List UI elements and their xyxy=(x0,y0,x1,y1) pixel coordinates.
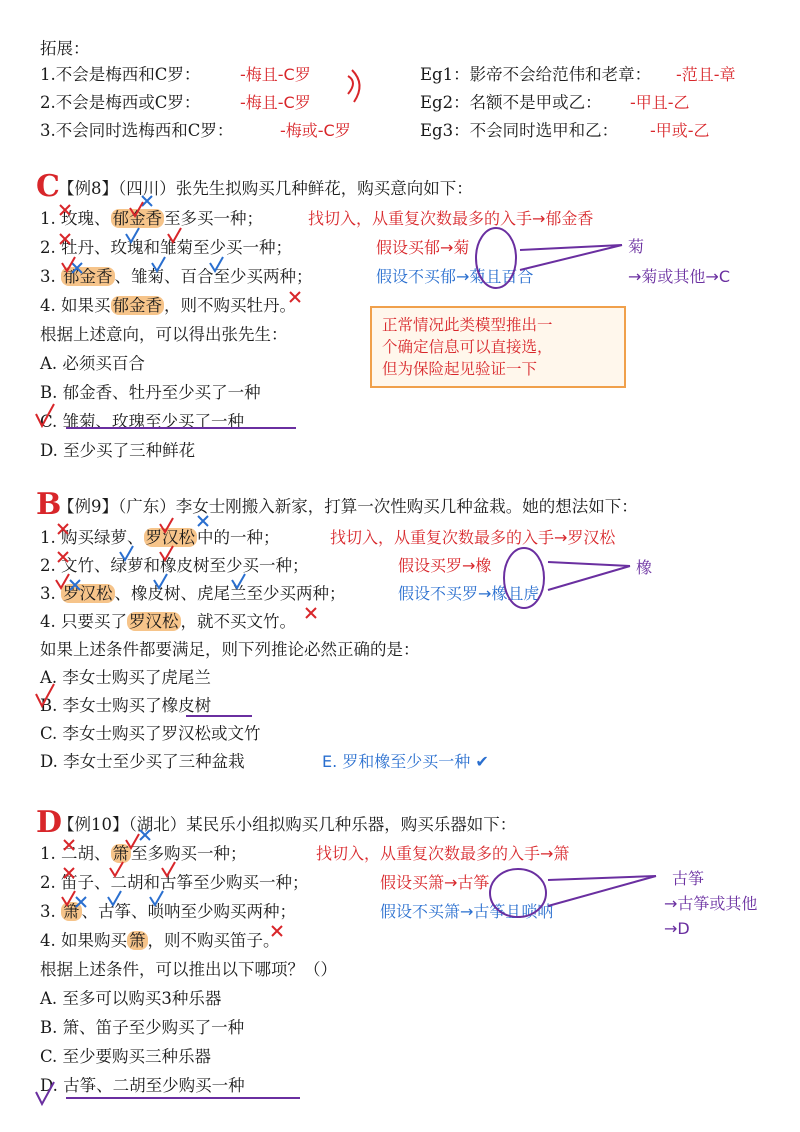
ex8-heading: 【例8】（四川）张先生拟购买几种鲜花，购买意向如下： xyxy=(58,179,473,198)
rule-2-note: -梅且-C罗 xyxy=(240,93,311,112)
ex10-option-a: A. 至多可以购买3种乐器 xyxy=(40,989,222,1008)
ex8-question: 根据上述意向，可以得出张先生： xyxy=(40,325,288,344)
ex10-condition-4: 4. 如果购买 箫 ，则不购买笛子。 xyxy=(40,931,280,950)
ex10-option-b: B. 箫、笛子至少购买了一种 xyxy=(40,1018,245,1037)
ex8-note-assume-buy: 假设买郁→菊 xyxy=(376,238,470,257)
eg-3: Eg3：不会同时选甲和乙： xyxy=(420,121,619,140)
ex10-question: 根据上述条件，可以推出以下哪项？（） xyxy=(40,960,337,979)
ex9-condition-3: 3. 罗汉松 、橡皮树、虎尾兰至少买两种； xyxy=(40,584,346,603)
ex9-option-c: C. 李女士购买了罗汉松或文竹 xyxy=(40,724,261,743)
ex8-condition-3: 3. 郁金香 、雏菊、百合至少买两种； xyxy=(40,267,313,286)
ex9-option-b: B. 李女士购买了橡皮树 xyxy=(40,696,212,715)
ex10-note-result: 古筝 xyxy=(672,869,705,888)
ex9-note-assume-buy: 假设买罗→橡 xyxy=(398,556,492,575)
ex9-question: 如果上述条件都要满足，则下列推论必然正确的是： xyxy=(40,640,420,659)
eg-3-note: -甲或-乙 xyxy=(650,121,710,140)
eg-1-note: -范且-章 xyxy=(676,65,736,84)
ex8-note-entry: 找切入，从重复次数最多的入手→郁金香 xyxy=(308,209,594,228)
ex10-heading: 【例10】（湖北）某民乐小组拟购买几种乐器，购买乐器如下： xyxy=(58,815,517,834)
rule-1-note: -梅且-C罗 xyxy=(240,65,311,84)
ex10-note-answer: →D xyxy=(664,919,690,938)
rule-1: 1.不会是梅西和C罗： xyxy=(40,65,201,84)
rule-2: 2.不会是梅西或C罗： xyxy=(40,93,201,112)
ex9-note-extra-option: E. 罗和橡至少买一种 ✔ xyxy=(322,752,489,771)
ex10-answer-letter: D xyxy=(36,805,63,840)
ex10-note-entry: 找切入，从重复次数最多的入手→箫 xyxy=(316,844,570,863)
ex9-option-a: A. 李女士购买了虎尾兰 xyxy=(40,668,211,687)
ex9-note-assume-not-buy: 假设不买罗→橡且虎 xyxy=(398,584,540,603)
extension-title: 拓展： xyxy=(40,39,90,58)
ex10-note-assume-not-buy: 假设不买箫→古筝且唢呐 xyxy=(380,902,554,921)
ex10-note-assume-buy: 假设买箫→古筝 xyxy=(380,873,490,892)
ex10-option-c: C. 至少要购买三种乐器 xyxy=(40,1047,212,1066)
ex9-option-d: D. 李女士至少买了三种盆栽 xyxy=(40,752,245,771)
ex10-condition-2: 2. 笛子、二胡和古筝至少购买一种； xyxy=(40,873,309,892)
ex8-condition-2: 2. 牡丹、玫瑰和雏菊至少买一种； xyxy=(40,238,292,257)
eg-2: Eg2：名额不是甲或乙： xyxy=(420,93,602,112)
eg-2-note: -甲且-乙 xyxy=(630,93,690,112)
ex8-condition-4: 4. 如果买 郁金香 ，则不购买牡丹。 xyxy=(40,296,296,315)
ex8-note-result: 菊 xyxy=(628,237,645,256)
ex8-answer-letter: C xyxy=(36,169,60,204)
ex10-condition-3: 3. 箫 、古筝、唢呐至少购买两种； xyxy=(40,902,296,921)
ex9-heading: 【例9】（广东）李女士刚搬入新家，打算一次性购买几种盆栽。她的想法如下： xyxy=(58,497,638,516)
ex8-option-a: A. 必须买百合 xyxy=(40,354,145,373)
ex10-blue-marks xyxy=(76,830,163,907)
ex8-option-c: C. 雏菊、玫瑰至少买了一种 xyxy=(40,412,245,431)
red-brace-mark xyxy=(348,70,360,102)
ex10-note-conclusion: →古筝或其他 xyxy=(664,894,758,913)
ex9-condition-4: 4. 只要买了 罗汉松 ，就不买文竹。 xyxy=(40,612,296,631)
ex9-condition-2: 2. 文竹、绿萝和橡皮树至少买一种； xyxy=(40,556,309,575)
ex10-option-d: D. 古筝、二胡至少购买一种 xyxy=(40,1076,245,1095)
ex8-option-d: D. 至少买了三种鲜花 xyxy=(40,441,196,460)
ex9-condition-1: 1. 购买绿萝、 罗汉松 中的一种； xyxy=(40,528,280,547)
ex8-note-box: 正常情况此类模型推出一 个确定信息可以直接选， 但为保险起见验证一下 xyxy=(370,306,626,388)
ex9-note-result: 橡 xyxy=(636,558,653,577)
eg-1: Eg1：影帝不会给范伟和老章： xyxy=(420,65,652,84)
ex10-condition-1: 1. 二胡、 箫 至多购买一种； xyxy=(40,844,247,863)
ex8-condition-1: 1. 玫瑰、 郁金香 至多买一种； xyxy=(40,209,263,228)
ex9-note-entry: 找切入，从重复次数最多的入手→罗汉松 xyxy=(330,528,616,547)
ex8-note-conclusion: →菊或其他→C xyxy=(628,267,730,286)
ex8-option-b: B. 郁金香、牡丹至少买了一种 xyxy=(40,383,261,402)
rule-3: 3.不会同时选梅西和C罗： xyxy=(40,121,234,140)
rule-3-note: -梅或-C罗 xyxy=(280,121,351,140)
ex8-note-assume-not-buy: 假设不买郁→菊且百合 xyxy=(376,267,534,286)
ex9-answer-letter: B xyxy=(36,487,62,522)
